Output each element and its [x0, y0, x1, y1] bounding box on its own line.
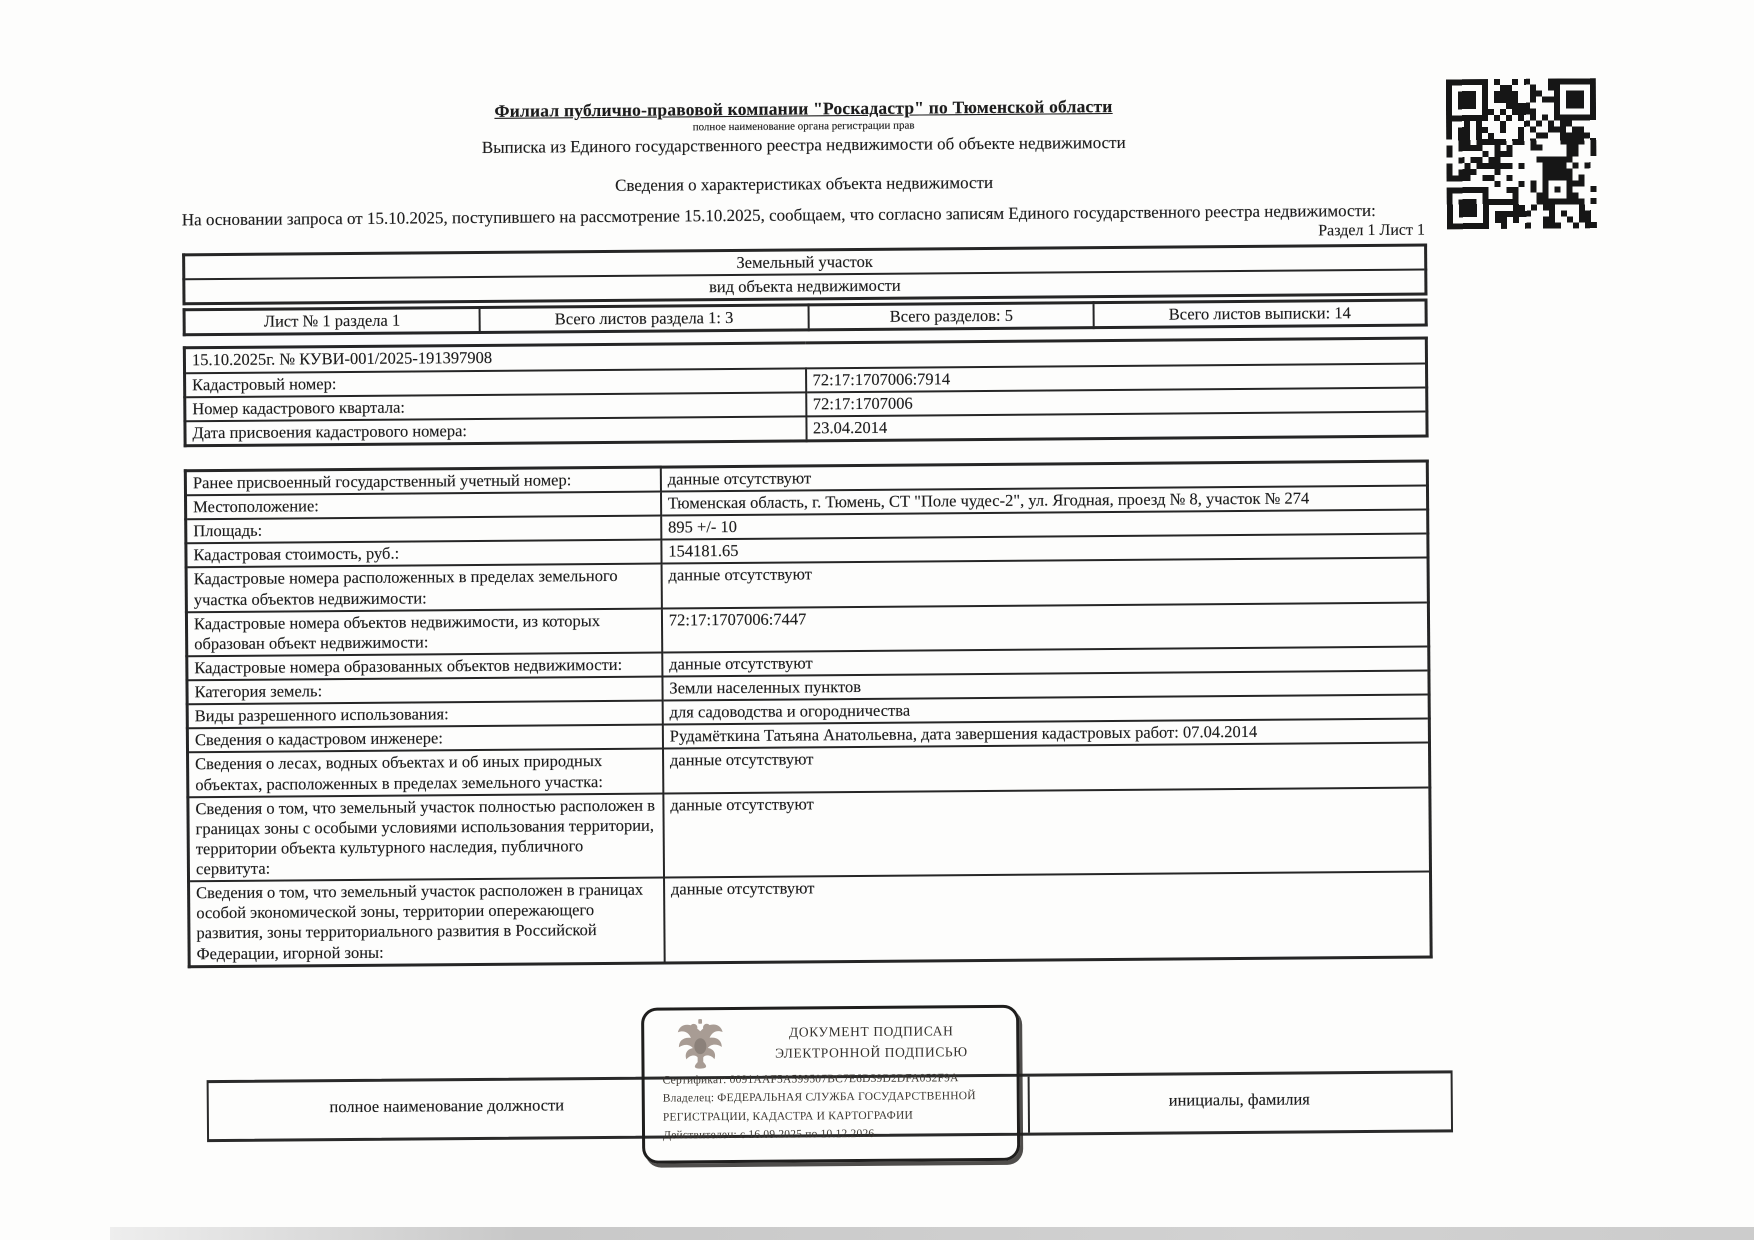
initials-surname-label: инициалы, фамилия: [1168, 1089, 1310, 1110]
object-type-table: [182, 244, 1427, 306]
sheet-info-cell: Лист № 1 раздела 1: [184, 308, 479, 335]
object-type-value: Земельный участок: [184, 245, 1426, 279]
row-label: Кадастровые номера объектов недвижимости, из которых образован объект недвижимости:: [186, 608, 662, 656]
stamp-title-line1: ДОКУМЕНТ ПОДПИСАН: [788, 1023, 954, 1040]
org-name-title: Филиал публично-правовой компании "Роскадастр" по Тюменской области: [494, 96, 1113, 121]
row-value: данные отсутствуют: [661, 558, 1428, 608]
row-value: 154181.65: [661, 534, 1428, 564]
section-page-indicator: Раздел 1 Лист 1: [1318, 221, 1426, 240]
request-basis-line: На основании запроса от 15.10.2025, поступившего на рассмотрение 15.10.2025, сообщаем, что согласно записям Единого государственного реестра недвижимости:: [181, 200, 1376, 230]
row-label: Кадастровый номер:: [185, 368, 806, 397]
row-label: Площадь:: [186, 516, 662, 544]
row-value: данные отсутствуют: [663, 743, 1430, 793]
document-title: Выписка из Единого государственного реестра недвижимости об объекте недвижимости: [481, 132, 1126, 157]
sheet-info-table: [183, 299, 1428, 337]
table-row: [188, 787, 1431, 881]
row-value: данные отсутствуют: [664, 872, 1431, 963]
row-label: Дата присвоения кадастрового номера:: [185, 416, 806, 446]
section-title: Сведения о характеристиках объекта недвижимости: [615, 172, 994, 195]
sheet-info-cell: Всего листов раздела 1: 3: [479, 305, 808, 333]
stamp-owner: Владелец: ФЕДЕРАЛЬНАЯ СЛУЖБА ГОСУДАРСТВЕННОЙ РЕГИСТРАЦИИ, КАДАСТРА И КАРТОГРАФИИ: [662, 1090, 976, 1124]
electronic-signature-stamp: [641, 1005, 1020, 1164]
stamp-validity: Действителен: с 16.09.2025 по 10.12.2026: [662, 1127, 875, 1142]
stamp-certificate: Сертификат: 0091AAF5A599507BC7E6D39D2DFA052F9A: [662, 1072, 959, 1087]
row-value: данные отсутствуют: [662, 646, 1429, 676]
row-value: 23.04.2014: [806, 411, 1427, 441]
object-type-caption: вид объекта недвижимости: [184, 270, 1426, 304]
row-label: Кадастровые номера расположенных в пределах земельного участка объектов недвижимости:: [186, 564, 662, 612]
row-value: 72:17:1707006:7914: [806, 363, 1427, 392]
table-row: [189, 872, 1432, 967]
row-value: 72:17:1707006:7447: [662, 602, 1429, 652]
row-value: данные отсутствуют: [663, 787, 1430, 878]
row-value: Рудамёткина Татьяна Анатольевна, дата завершения кадастровых работ: 07.04.2014: [663, 719, 1430, 749]
row-label: Номер кадастрового квартала:: [185, 392, 806, 421]
sheet-info-cell: Всего разделов: 5: [809, 303, 1095, 330]
object-details-table: [184, 459, 1433, 968]
request-number: 15.10.2025г. № КУВИ-001/2025-191397908: [184, 338, 1426, 372]
position-name-label: полное наименование должности: [329, 1095, 565, 1117]
row-label: Сведения о том, что земельный участок полностью расположен в границах зоны с особыми условиями использования территории, территории объекта культурного наследия, публичного сервитута:: [188, 793, 664, 881]
row-label: Сведения о том, что земельный участок расположен в границах особой экономической зоны, территории опережающего развития, зоны территориального развития в Российской Федерации, игорной зоны:: [189, 878, 665, 967]
cadastral-number-table: [183, 337, 1429, 447]
row-label: Кадастровая стоимость, руб.:: [186, 540, 662, 568]
row-value: данные отсутствуют: [661, 461, 1428, 492]
row-label: Местоположение:: [185, 492, 661, 520]
row-value: Земли населенных пунктов: [662, 671, 1429, 701]
table-row: [184, 300, 1426, 335]
row-value: 72:17:1707006: [806, 387, 1427, 416]
row-value: 895 +/- 10: [661, 510, 1428, 540]
row-value: для садоводства и огородничества: [662, 695, 1429, 725]
eagle-emblem-icon: [672, 1016, 728, 1074]
document-body: [181, 94, 1433, 968]
row-label: Сведения о лесах, водных объектах и об иных природных объектах, расположенных в пределах земельного участка:: [188, 749, 664, 797]
row-label: Ранее присвоенный государственный учетный номер:: [185, 467, 661, 495]
row-label: Кадастровые номера образованных объектов недвижимости:: [187, 652, 663, 680]
org-name-caption: полное наименование органа регистрации прав: [692, 119, 915, 134]
sheet-info-cell: Всего листов выписки: 14: [1094, 300, 1426, 328]
scan-edge-artifact: [110, 1227, 1754, 1240]
row-label: Сведения о кадастровом инженере:: [187, 725, 663, 753]
row-label: Виды разрешенного использования:: [187, 701, 663, 729]
qr-code-icon: [1446, 78, 1597, 229]
stamp-title-line2: ЭЛЕКТРОННОЙ ПОДПИСЬЮ: [774, 1044, 968, 1061]
row-label: Категория земель:: [187, 677, 663, 705]
row-value: Тюменская область, г. Тюмень, СТ "Поле чудес-2", ул. Ягодная, проезд № 8, участок № 274: [661, 486, 1428, 516]
